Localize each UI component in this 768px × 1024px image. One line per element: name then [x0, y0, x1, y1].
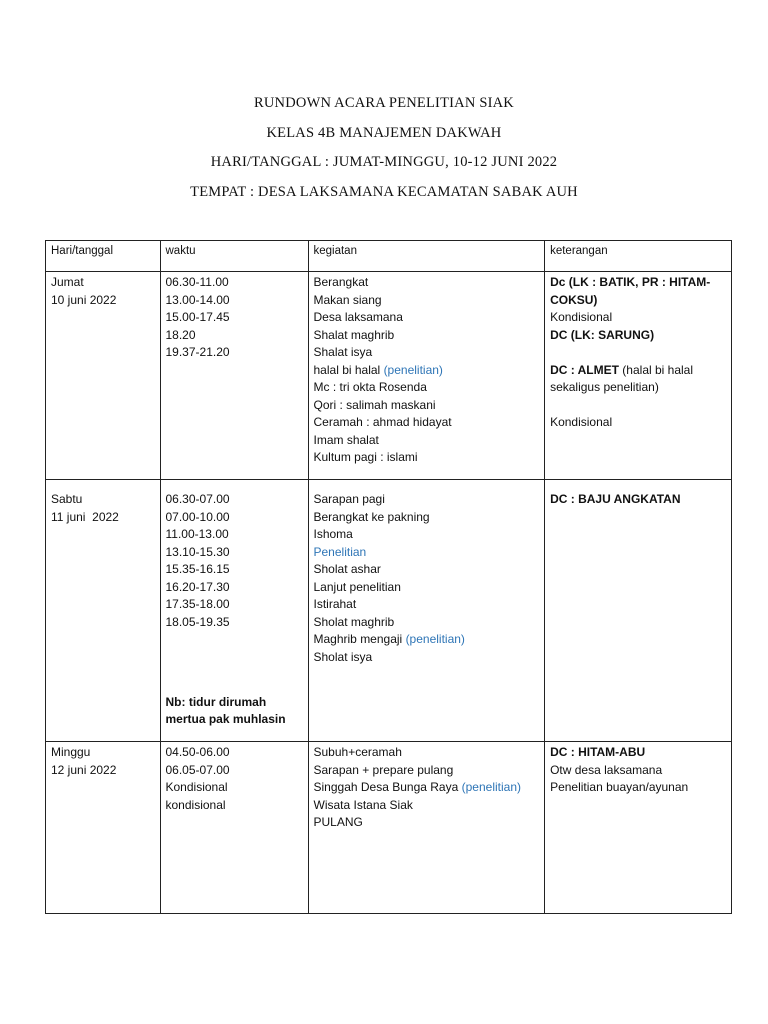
day-cell [46, 272, 161, 480]
activity-entry: Sholat isya [313, 649, 373, 664]
table-row [46, 480, 732, 742]
dresscode-note: COKSU) [550, 292, 598, 307]
research-note: (penelitian) [461, 780, 521, 794]
activity-entry: Mc : tri okta Rosenda [313, 380, 427, 394]
schedule-table [45, 240, 732, 914]
conditional-note: Kondisional [550, 415, 613, 429]
activity-entry: Qori : salimah maskani [313, 397, 436, 412]
dresscode-note: DC (LK: SARUNG) [550, 327, 655, 342]
activity-entry: Kultum pagi : islami [313, 450, 418, 464]
activity-entry: Desa laksamana [313, 310, 403, 324]
dresscode-note: Dc (LK : BATIK, PR : HITAM- [550, 275, 711, 289]
activity-entry: Berangkat [313, 275, 369, 289]
time-entry: 18.20 [165, 327, 196, 342]
nb-note: mertua pak muhlasin [165, 712, 286, 726]
activity-entry: Ishoma [313, 527, 353, 541]
time-cell [160, 272, 308, 480]
day-date: 10 juni 2022 [51, 292, 117, 307]
day-cell [46, 742, 161, 914]
activity-entry: Berangkat ke pakning [313, 509, 430, 524]
time-entry: 17.35-18.00 [165, 597, 230, 611]
time-entry: 13.10-15.30 [165, 544, 230, 559]
activity-entry: Singgah Desa Bunga Raya (penelitian) [313, 780, 521, 794]
time-entry: 04.50-06.00 [165, 745, 230, 759]
time-entry: 11.00-13.00 [165, 527, 229, 541]
activity-cell [308, 272, 545, 480]
notes-cell [545, 272, 732, 480]
research-note: (penelitian) [405, 632, 465, 646]
time-entry: 15.35-16.15 [165, 562, 230, 576]
notes-cell [545, 742, 732, 914]
activity-entry: PULANG [313, 815, 363, 829]
dresscode-note: DC : ALMET (halal bi halal [550, 362, 694, 377]
activity-entry: Imam shalat [313, 432, 379, 447]
document-header [0, 93, 768, 211]
time-entry: 13.00-14.00 [165, 292, 230, 307]
nb-note: Nb: tidur dirumah [165, 694, 267, 709]
activity-entry: Makan siang [313, 292, 382, 307]
day-date: 12 juni 2022 [51, 762, 117, 777]
day-cell [46, 480, 161, 742]
time-cell [160, 480, 308, 742]
time-entry: kondisional [165, 797, 226, 812]
time-entry: 19.37-21.20 [165, 345, 230, 359]
activity-entry: Lanjut penelitian [313, 579, 401, 594]
dresscode-note: DC : HITAM-ABU [550, 745, 646, 759]
column-header-day: Hari/tanggal [46, 241, 161, 272]
time-entry: 06.30-11.00 [165, 275, 229, 289]
column-header-activity: kegiatan [308, 241, 545, 272]
activity-cell [308, 742, 545, 914]
activity-entry: Sholat ashar [313, 562, 381, 576]
research-note: (penelitian) [383, 362, 443, 377]
activity-entry: Maghrib mengaji (penelitian) [313, 632, 465, 646]
column-header-notes: keterangan [545, 241, 732, 272]
day-name: Jumat [51, 275, 84, 289]
activity-entry: Wisata Istana Siak [313, 797, 413, 812]
time-entry: Kondisional [165, 780, 228, 794]
table-row [46, 272, 732, 480]
day-date: 11 juni 2022 [51, 509, 119, 524]
conditional-note: Kondisional [550, 310, 613, 324]
time-entry: 18.05-19.35 [165, 614, 230, 629]
time-entry: 07.00-10.00 [165, 509, 230, 524]
time-entry: 15.00-17.45 [165, 310, 230, 324]
document-title: RUNDOWN ACARA PENELITIAN SIAK [254, 95, 514, 111]
activity-entry: Sarapan pagi [313, 492, 385, 506]
activity-entry: Shalat maghrib [313, 327, 395, 342]
activity-entry: Sarapan + prepare pulang [313, 762, 454, 777]
dresscode-note: DC : BAJU ANGKATAN [550, 492, 681, 506]
notes-cell [545, 480, 732, 742]
table-header-row [46, 241, 732, 272]
time-entry: 16.20-17.30 [165, 579, 230, 594]
activity-cell [308, 480, 545, 742]
itinerary-note: Penelitian buayan/ayunan [550, 780, 689, 794]
activity-entry: Subuh+ceramah [313, 745, 402, 759]
class-line: KELAS 4B MANAJEMEN DAKWAH [266, 124, 502, 141]
dresscode-note-continued: sekaligus penelitian) [550, 380, 659, 394]
activity-entry: halal bi halal (penelitian) [313, 362, 443, 377]
time-entry: 06.05-07.00 [165, 762, 230, 777]
time-entry: 06.30-07.00 [165, 492, 230, 506]
location-line: TEMPAT : DESA LAKSAMANA KECAMATAN SABAK AUH [190, 183, 578, 200]
date-line: HARI/TANGGAL : JUMAT-MINGGU, 10-12 JUNI 2022 [210, 154, 558, 170]
itinerary-note: Otw desa laksamana [550, 762, 663, 777]
column-header-time: waktu [160, 241, 308, 272]
activity-entry: Sholat maghrib [313, 614, 395, 629]
time-cell [160, 742, 308, 914]
table-row [46, 742, 732, 914]
day-name: Minggu [51, 745, 91, 759]
activity-entry: Shalat isya [313, 345, 373, 359]
day-name: Sabtu [51, 492, 83, 506]
activity-entry: Ceramah : ahmad hidayat [313, 415, 452, 429]
research-note: Penelitian [313, 544, 367, 559]
activity-entry: Istirahat [313, 597, 357, 611]
